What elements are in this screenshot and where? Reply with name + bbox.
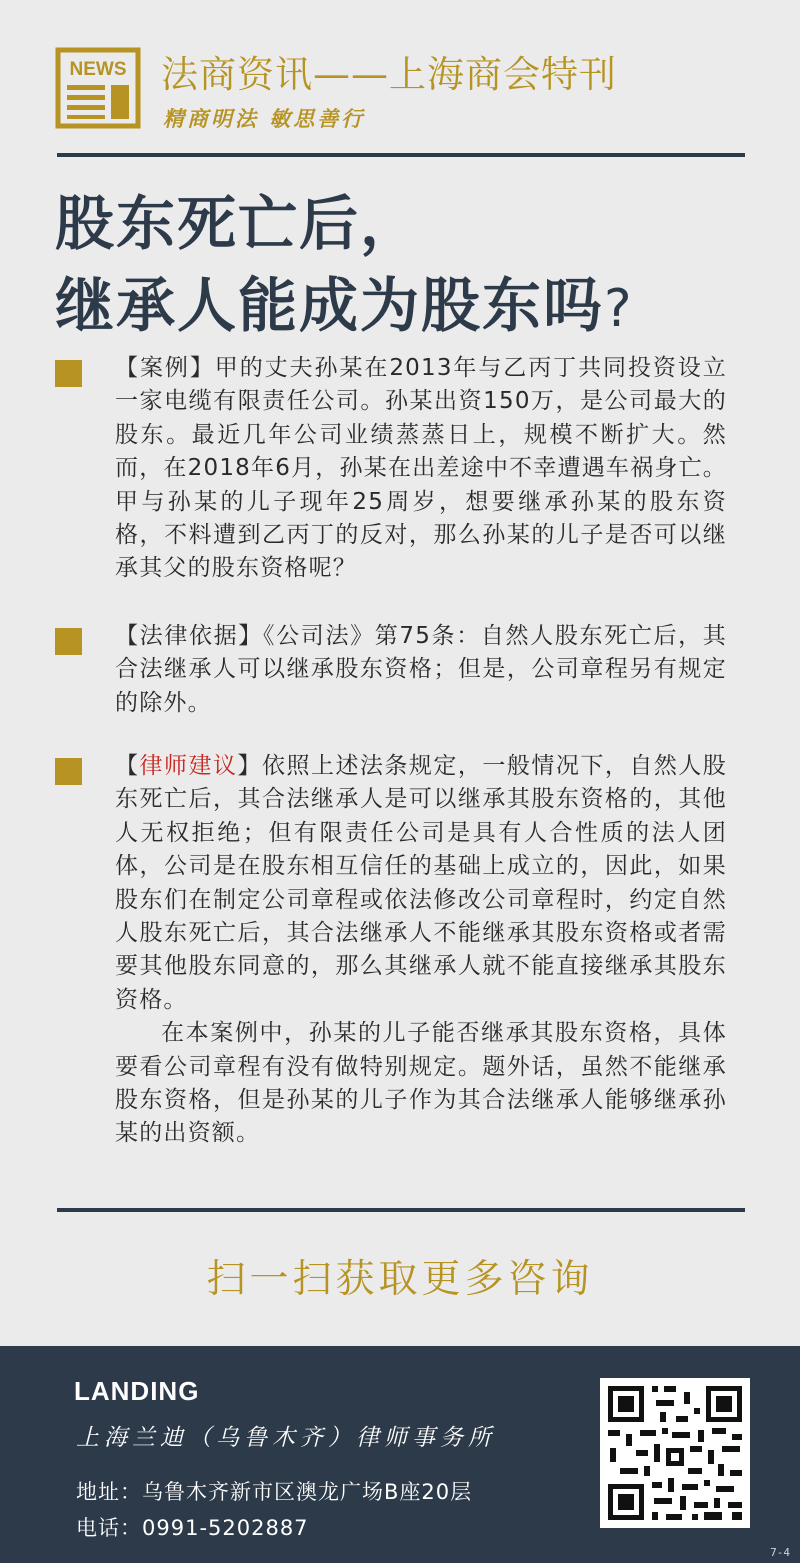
- firm-phone: 电话：0991-5202887: [76, 1516, 309, 1540]
- advice-text: [115, 750, 727, 1151]
- bullet-square: [55, 628, 82, 655]
- case-text: [115, 352, 727, 586]
- masthead: [55, 47, 745, 137]
- firm-name: 上海兰迪（乌鲁木齐）律师事务所: [76, 1425, 496, 1451]
- firm-logo: LANDING: [74, 1376, 200, 1406]
- page-number: 7-4: [770, 1546, 790, 1559]
- masthead-subtitle: 精商明法 敏思善行: [163, 106, 366, 131]
- case-body: 甲的丈夫孙某在2013年与乙丙丁共同投资设立一家电缆有限责任公司。孙某出资150万，是公司最大的股东。最近几年公司业绩蒸蒸日上，规模不断扩大。然而，在2018年6月，孙某在出差途中不幸遭遇车祸身亡。甲与孙某的儿子现年25周岁，想要继承孙某的股东资格，不料遭到乙丙丁的反对，那么孙某的儿子是否可以继承其父的股东资格呢？: [115, 355, 727, 582]
- bullet-square: [55, 758, 82, 785]
- advice-paragraph-2: 在本案例中，孙某的儿子能否继承其股东资格，具体要看公司章程有没有做特别规定。题外话，虽然不能继承股东资格，但是孙某的儿子作为其合法继承人能够继承孙某的出资额。: [115, 1020, 727, 1147]
- law-tag: 【法律依据】: [115, 623, 263, 649]
- masthead-title: 法商资讯——上海商会特刊: [161, 53, 617, 96]
- news-icon-label: NEWS: [69, 59, 127, 80]
- top-divider: [57, 153, 745, 157]
- qr-code[interactable]: [600, 1378, 750, 1528]
- headline-line-2: 继承人能成为股东吗: [55, 271, 605, 340]
- headline-question-mark: ?: [604, 279, 634, 339]
- advice-tag-close: 】: [237, 753, 262, 779]
- scan-call-to-action: 扫一扫获取更多咨询: [206, 1257, 594, 1302]
- case-tag: 【案例】: [115, 355, 215, 381]
- advice-body: 依照上述法条规定，一般情况下，自然人股东死亡后，其合法继承人是可以继承其股东资格的，其他人无权拒绝；但有限责任公司是具有人合性质的法人团体，公司是在股东相互信任的基础上成立的，因此，如果股东们在制定公司章程或依法修改公司章程时，约定自然人股东死亡后，其合法继承人不能继承其股东资格或者需要其他股东同意的，那么其继承人就不能直接继承其股东资格。: [115, 753, 727, 1013]
- law-text: [115, 620, 727, 720]
- bottom-divider: [57, 1208, 745, 1212]
- news-icon: [55, 47, 141, 129]
- headline: [55, 183, 634, 350]
- bullet-square: [55, 360, 82, 387]
- footer: [0, 1346, 800, 1563]
- advice-tag-open: 【: [115, 753, 140, 779]
- law-body: 《公司法》第75条：自然人股东死亡后，其合法继承人可以继承股东资格；但是，公司章程另有规定的除外。: [115, 623, 727, 716]
- headline-line-1: 股东死亡后，: [55, 189, 422, 258]
- advice-tag-label: 律师建议: [139, 753, 238, 779]
- firm-address: 地址：乌鲁木齐新市区澳龙广场B座20层: [76, 1480, 473, 1504]
